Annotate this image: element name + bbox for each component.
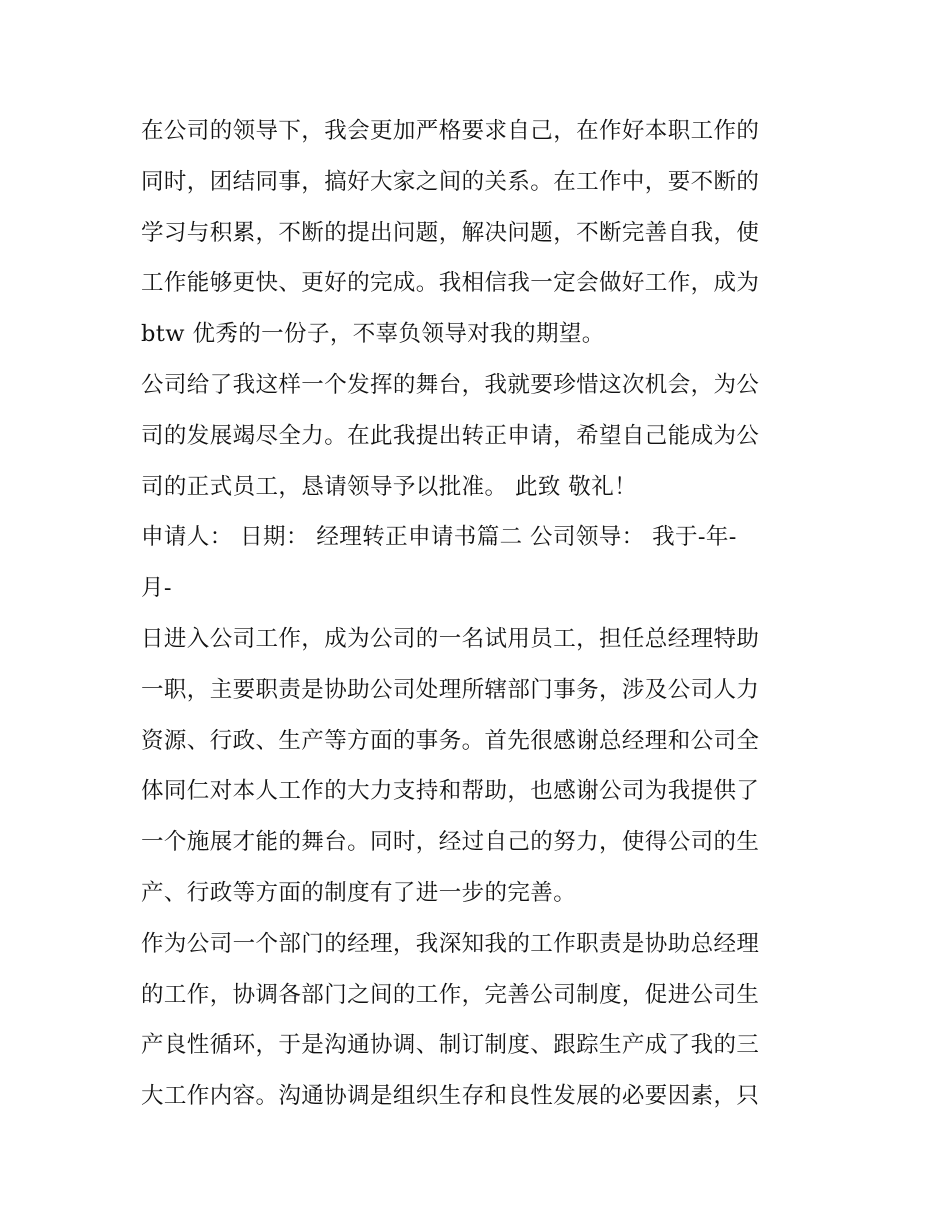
text-line: 一职，主要职责是协助公司处理所辖部门事务，涉及公司人力 [141, 676, 760, 703]
paragraph-3 [141, 512, 816, 614]
text-line: 产、行政等方面的制度有了进一步的完善。 [141, 879, 577, 906]
text-line: btw 优秀的一份子，不辜负领导对我的期望。 [141, 321, 605, 348]
text-line: 产良性循环，于是沟通协调、制订制度、跟踪生产成了我的三 [141, 1032, 760, 1059]
text-line: 司的发展竭尽全力。在此我提出转正申请，希望自己能成为公 [141, 422, 760, 449]
text-line: 在公司的领导下，我会更加严格要求自己，在作好本职工作的 [141, 118, 760, 144]
paragraph-1 [141, 106, 816, 360]
text-line: 一个施展才能的舞台。同时，经过自己的努力，使得公司的生 [141, 829, 760, 856]
text-line: 月- [141, 575, 172, 602]
text-line: 学习与积累，不断的提出问题，解决问题，不断完善自我，使 [141, 219, 760, 246]
text-line: 工作能够更快、更好的完成。我相信我一定会做好工作，成为 [141, 270, 760, 297]
text-line: 的工作，协调各部门之间的工作，完善公司制度，促进公司生 [141, 981, 760, 1008]
text-line: 资源、行政、生产等方面的事务。首先很感谢总经理和公司全 [141, 727, 760, 754]
text-line: 大工作内容。沟通协调是组织生存和良性发展的必要因素，只 [141, 1083, 760, 1110]
text-line: 公司给了我这样一个发挥的舞台，我就要珍惜这次机会，为公 [141, 371, 760, 398]
document-page [141, 106, 816, 1122]
paragraph-4 [141, 614, 816, 919]
paragraph-2 [141, 360, 816, 512]
text-line: 申请人： 日期： 经理转正申请书篇二 公司领导： 我于-年- [141, 524, 737, 551]
text-line: 体同仁对本人工作的大力支持和帮助，也感谢公司为我提供了 [141, 778, 760, 805]
text-line: 日进入公司工作，成为公司的一名试用员工，担任总经理特助 [141, 625, 760, 652]
paragraph-5 [141, 919, 816, 1122]
text-line: 司的正式员工，恳请领导予以批准。 此致 敬礼！ [141, 473, 638, 500]
text-line: 同时，团结同事，搞好大家之间的关系。在工作中，要不断的 [141, 168, 760, 195]
text-line: 作为公司一个部门的经理，我深知我的工作职责是协助总经理 [141, 930, 760, 957]
